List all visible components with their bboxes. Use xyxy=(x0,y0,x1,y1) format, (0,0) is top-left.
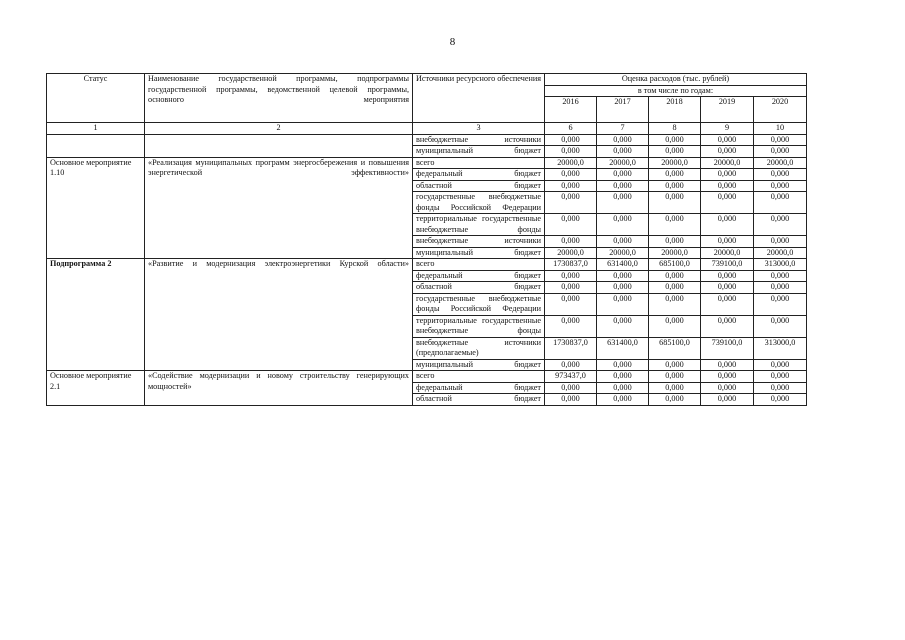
row-source: государственные внебюджетные фонды Российской Федерации xyxy=(413,192,545,214)
row-value: 631400,0 xyxy=(597,337,649,359)
row-value: 0,000 xyxy=(597,282,649,294)
row-source: всего xyxy=(413,259,545,271)
column-number: 6 xyxy=(545,123,597,135)
expenditure-table xyxy=(46,73,807,406)
row-value: 0,000 xyxy=(545,315,597,337)
table-row xyxy=(47,371,807,383)
row-value: 0,000 xyxy=(701,382,754,394)
row-value: 0,000 xyxy=(649,146,701,158)
row-source: областной бюджет xyxy=(413,282,545,294)
row-value: 0,000 xyxy=(597,146,649,158)
row-value: 0,000 xyxy=(597,180,649,192)
row-value: 685100,0 xyxy=(649,337,701,359)
row-value: 0,000 xyxy=(545,282,597,294)
row-source: областной бюджет xyxy=(413,180,545,192)
header-by-years: в том числе по годам: xyxy=(545,85,807,97)
row-value: 0,000 xyxy=(545,293,597,315)
row-value: 0,000 xyxy=(597,236,649,248)
row-value: 0,000 xyxy=(701,214,754,236)
row-value: 20000,0 xyxy=(597,247,649,259)
row-value: 20000,0 xyxy=(649,247,701,259)
row-value: 0,000 xyxy=(597,371,649,383)
header-estimate: Оценка расходов (тыс. рублей) xyxy=(545,74,807,86)
row-value: 0,000 xyxy=(754,214,807,236)
table-body xyxy=(47,134,807,405)
row-status: Основное мероприятие 1.10 xyxy=(47,157,145,259)
row-program-name: «Реализация муниципальных программ энергосбережения и повышения энергетической эффективности» xyxy=(145,157,413,259)
column-number: 10 xyxy=(754,123,807,135)
row-value: 0,000 xyxy=(649,236,701,248)
row-value: 0,000 xyxy=(701,192,754,214)
row-value: 313000,0 xyxy=(754,259,807,271)
row-value: 685100,0 xyxy=(649,259,701,271)
row-source: внебюджетные источники xyxy=(413,134,545,146)
row-value: 0,000 xyxy=(649,134,701,146)
header-name: Наименование государственной программы, подпрограммы государственной программы, ведомственной целевой программы, основного мероприятия xyxy=(145,74,413,123)
table-row xyxy=(47,134,807,146)
row-value: 20000,0 xyxy=(701,157,754,169)
row-value: 0,000 xyxy=(754,146,807,158)
column-number: 1 xyxy=(47,123,145,135)
row-value: 973437,0 xyxy=(545,371,597,383)
row-value: 0,000 xyxy=(649,282,701,294)
row-value: 631400,0 xyxy=(597,259,649,271)
row-value: 0,000 xyxy=(701,134,754,146)
row-value: 0,000 xyxy=(649,192,701,214)
column-number: 8 xyxy=(649,123,701,135)
row-value: 20000,0 xyxy=(701,247,754,259)
page-number: 8 xyxy=(449,36,456,48)
row-value: 0,000 xyxy=(649,315,701,337)
table-row xyxy=(47,157,807,169)
row-source: территориальные государственные внебюджетные фонды xyxy=(413,214,545,236)
row-value: 0,000 xyxy=(597,359,649,371)
row-value: 0,000 xyxy=(597,394,649,406)
row-value: 0,000 xyxy=(701,315,754,337)
header-status: Статус xyxy=(47,74,145,123)
row-value: 0,000 xyxy=(545,236,597,248)
row-value: 20000,0 xyxy=(597,157,649,169)
column-number: 7 xyxy=(597,123,649,135)
row-source: внебюджетные источники (предполагаемые) xyxy=(413,337,545,359)
row-source: территориальные государственные внебюджетные фонды xyxy=(413,315,545,337)
row-value: 0,000 xyxy=(597,270,649,282)
table-row xyxy=(47,259,807,271)
row-value: 0,000 xyxy=(545,169,597,181)
row-value: 0,000 xyxy=(754,282,807,294)
row-program-name: «Содействие модернизации и новому строительству генерирующих мощностей» xyxy=(145,371,413,406)
row-value: 0,000 xyxy=(545,270,597,282)
row-value: 0,000 xyxy=(754,293,807,315)
row-value: 0,000 xyxy=(597,214,649,236)
header-year: 2017 xyxy=(597,97,649,123)
row-value: 0,000 xyxy=(701,394,754,406)
row-value: 1730837,0 xyxy=(545,259,597,271)
row-value: 20000,0 xyxy=(754,247,807,259)
row-value: 0,000 xyxy=(754,371,807,383)
row-source: внебюджетные источники xyxy=(413,236,545,248)
row-value: 0,000 xyxy=(649,371,701,383)
column-number: 3 xyxy=(413,123,545,135)
row-value: 0,000 xyxy=(701,169,754,181)
row-value: 0,000 xyxy=(754,359,807,371)
row-value: 20000,0 xyxy=(754,157,807,169)
row-value: 739100,0 xyxy=(701,337,754,359)
row-value: 0,000 xyxy=(754,169,807,181)
row-source: муниципальный бюджет xyxy=(413,247,545,259)
column-number: 9 xyxy=(701,123,754,135)
row-source: федеральный бюджет xyxy=(413,270,545,282)
row-value: 0,000 xyxy=(701,282,754,294)
row-value: 1730837,0 xyxy=(545,337,597,359)
row-status: Подпрограмма 2 xyxy=(47,259,145,371)
row-value: 20000,0 xyxy=(545,157,597,169)
header-year: 2020 xyxy=(754,97,807,123)
row-source: всего xyxy=(413,157,545,169)
header-year: 2018 xyxy=(649,97,701,123)
row-value: 313000,0 xyxy=(754,337,807,359)
row-value: 0,000 xyxy=(597,134,649,146)
row-value: 0,000 xyxy=(545,134,597,146)
row-value: 0,000 xyxy=(649,394,701,406)
row-value: 0,000 xyxy=(545,214,597,236)
row-status: Основное мероприятие 2.1 xyxy=(47,371,145,406)
header-year: 2016 xyxy=(545,97,597,123)
row-value: 0,000 xyxy=(701,359,754,371)
row-value: 0,000 xyxy=(701,371,754,383)
row-value: 0,000 xyxy=(649,359,701,371)
row-value: 0,000 xyxy=(701,180,754,192)
row-source: муниципальный бюджет xyxy=(413,146,545,158)
row-value: 0,000 xyxy=(649,169,701,181)
row-value: 20000,0 xyxy=(545,247,597,259)
row-program-name: «Развитие и модернизация электроэнергетики Курской области» xyxy=(145,259,413,371)
row-value: 0,000 xyxy=(701,270,754,282)
row-value: 0,000 xyxy=(754,134,807,146)
row-value: 0,000 xyxy=(597,192,649,214)
row-source: федеральный бюджет xyxy=(413,382,545,394)
row-source: областной бюджет xyxy=(413,394,545,406)
row-value: 0,000 xyxy=(754,236,807,248)
row-source: муниципальный бюджет xyxy=(413,359,545,371)
row-value: 0,000 xyxy=(545,382,597,394)
row-value: 0,000 xyxy=(597,382,649,394)
row-value: 0,000 xyxy=(545,180,597,192)
row-source: всего xyxy=(413,371,545,383)
column-number: 2 xyxy=(145,123,413,135)
row-program-name xyxy=(145,134,413,157)
row-value: 0,000 xyxy=(701,293,754,315)
row-value: 0,000 xyxy=(754,180,807,192)
row-value: 0,000 xyxy=(649,293,701,315)
row-value: 0,000 xyxy=(649,214,701,236)
row-value: 0,000 xyxy=(649,270,701,282)
row-value: 0,000 xyxy=(597,293,649,315)
row-value: 0,000 xyxy=(545,394,597,406)
row-value: 0,000 xyxy=(754,192,807,214)
row-value: 0,000 xyxy=(754,382,807,394)
row-value: 0,000 xyxy=(545,359,597,371)
row-value: 0,000 xyxy=(754,270,807,282)
header-sources: Источники ресурсного обеспечения xyxy=(413,74,545,123)
row-value: 0,000 xyxy=(649,382,701,394)
row-value: 0,000 xyxy=(701,146,754,158)
row-value: 739100,0 xyxy=(701,259,754,271)
header-year: 2019 xyxy=(701,97,754,123)
row-value: 0,000 xyxy=(701,236,754,248)
row-source: федеральный бюджет xyxy=(413,169,545,181)
row-value: 0,000 xyxy=(754,394,807,406)
row-value: 0,000 xyxy=(754,315,807,337)
row-value: 0,000 xyxy=(649,180,701,192)
row-source: государственные внебюджетные фонды Российской Федерации xyxy=(413,293,545,315)
row-value: 0,000 xyxy=(545,192,597,214)
row-value: 0,000 xyxy=(597,315,649,337)
row-status xyxy=(47,134,145,157)
row-value: 0,000 xyxy=(597,169,649,181)
row-value: 0,000 xyxy=(545,146,597,158)
row-value: 20000,0 xyxy=(649,157,701,169)
